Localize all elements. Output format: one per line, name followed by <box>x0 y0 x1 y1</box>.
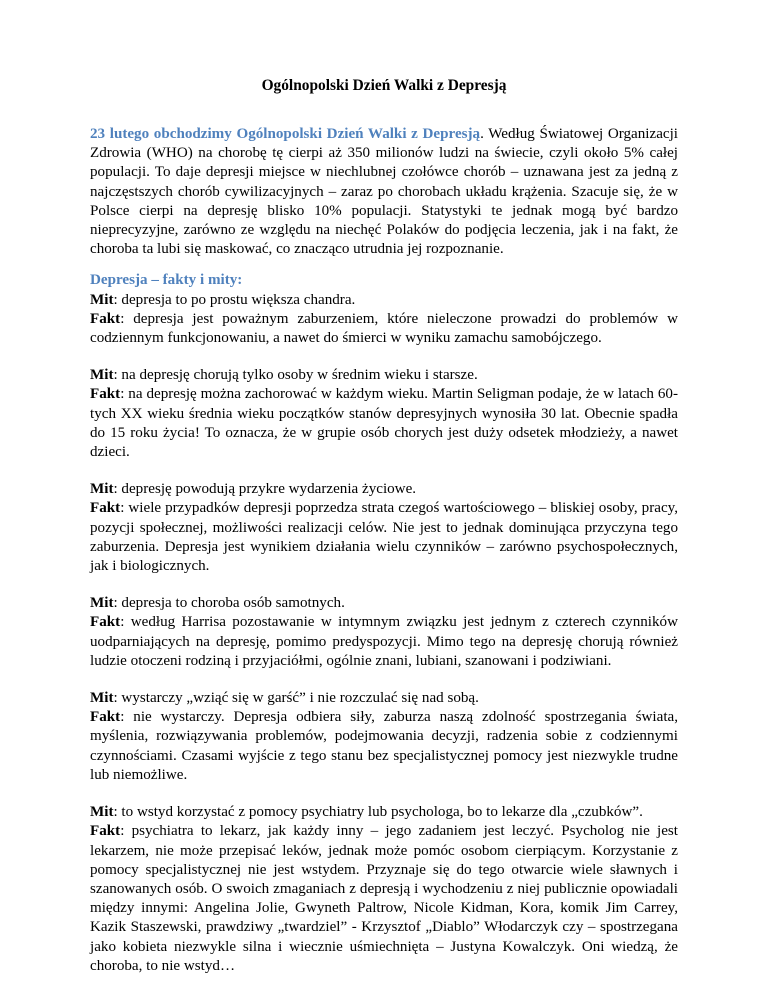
intro-paragraph <box>90 125 678 259</box>
fact-text: : wiele przypadków depresji poprzedza strata czegoś wartościowego – bliskiej osoby, pracy, pozycji społecznej, możliwości realizacji celów. Nie jest to jednak dominująca przyczyna tego zaburzenia. Depresja jest wynikiem działania wielu czynników – zarówno psychospołecznych, jak i biologicznych. <box>90 500 678 575</box>
myth-fact-pair-1 <box>90 291 678 349</box>
myth-label: Mit <box>90 595 114 612</box>
myth-line <box>90 689 678 708</box>
myth-text: : depresję powodują przykre wydarzenia życiowe. <box>113 481 417 498</box>
fact-label: Fakt <box>90 823 121 840</box>
myth-line <box>90 803 678 822</box>
myth-label: Mit <box>90 690 114 707</box>
fact-text: : psychiatra to lekarz, jak każdy inny – jego zadaniem jest leczyć. Psycholog nie jest lekarzem, nie może przepisać leków, jednak może pomóc osobom cierpiącym. Korzystanie z pomocy specjalistycznej nie jest wstydem. Przyznaje się do tego otwarcie wiele sławnych i szanowanych osób. O swoich zmaganiach z depresją i wychodzeniu z niej publicznie opowiadali między innymi: Angelina Jolie, Gwyneth Paltrow, Nicole Kidman, Kora, komik Jim Carrey, Kazik Staszewski, prawdziwy „twardziel” - Krzysztof „Diablo” Włodarczyk czy – spostrzegana jako kobieta niezwykle silna i wiecznie uśmiechnięta – Justyna Kowalczyk. Oni wiedzą, że choroba, to nie wstyd… <box>90 823 678 974</box>
intro-lead: 23 lutego obchodzimy Ogólnopolski Dzień Walki z Depresją <box>90 126 481 142</box>
myth-fact-pair-6 <box>90 803 678 976</box>
myth-line <box>90 480 678 499</box>
fact-line <box>90 613 678 671</box>
fact-label: Fakt <box>90 310 121 327</box>
myth-label: Mit <box>90 291 114 308</box>
intro-text: . Według Światowej Organizacji Zdrowia (WHO) na chorobę tę cierpi aż 350 milionów ludzi na świecie, czyli około 5% całej populacji. To daje depresji miejsce w niechlubnej czołówce chorób – uznawana jest za jedną z najczęstszych chorób cywilizacyjnych – zaraz po chorobach układu krążenia. Szacuje się, że w Polsce cierpi na depresję blisko 10% populacji. Statystyki te jednak mogą być bardzo nieprecyzyjne, zarówno ze względu na niechęć Polaków do podjęcia leczenia, jak i na fakt, że choroba ta lubi się maskować, co znacząco utrudnia jej rozpoznanie. <box>90 126 678 258</box>
myth-label: Mit <box>90 804 114 821</box>
myth-fact-pair-2 <box>90 366 678 462</box>
myth-text: : wystarczy „wziąć się w garść” i nie rozczulać się nad sobą. <box>113 690 479 707</box>
myth-text: : to wstyd korzystać z pomocy psychiatry lub psychologa, bo to lekarze dla „czubków”. <box>113 804 643 821</box>
myth-label: Mit <box>90 367 114 384</box>
fact-line <box>90 310 678 348</box>
fact-line <box>90 708 678 785</box>
myth-line <box>90 291 678 310</box>
myth-text: : na depresję chorują tylko osoby w średnim wieku i starsze. <box>113 367 478 384</box>
myth-text: : depresja to choroba osób samotnych. <box>113 595 345 612</box>
myth-fact-pair-4 <box>90 594 678 671</box>
myth-line <box>90 594 678 613</box>
fact-text: : nie wystarczy. Depresja odbiera siły, zaburza naszą zdolność spostrzegania świata, myślenia, rozwiązywania problemów, podejmowania decyzji, radzenia sobie z codziennymi czynnościami. Czasami wyjście z tego stanu bez specjalistycznej pomocy jest niezwykle trudne lub niemożliwe. <box>90 709 678 783</box>
fact-text: : według Harrisa pozostawanie w intymnym związku jest jednym z czterech czynników uodparniających na depresję, pomimo predyspozycji. Mimo tego na depresję chorują również ludzie otoczeni rodziną i przyjaciółmi, ogólnie znani, lubiani, szanowani i podziwiani. <box>90 614 678 669</box>
fact-label: Fakt <box>90 614 121 631</box>
fact-line <box>90 385 678 462</box>
fact-text: : depresja jest poważnym zaburzeniem, które nieleczone prowadzi do problemów w codziennym funkcjonowaniu, a nawet do śmierci w wyniku zamachu samobójczego. <box>90 310 678 347</box>
fact-label: Fakt <box>90 500 121 517</box>
fact-line <box>90 822 678 976</box>
fact-text: : na depresję można zachorować w każdym wieku. Martin Seligman podaje, że w latach 60-tych XX wieku średnia wieku początków stanów depresyjnych wynosiła 30 lat. Obecnie spadła do 15 roku życia! To oznacza, że w grupie osób chorych jest duży odsetek młodzieży, a nawet dzieci. <box>90 386 678 461</box>
fact-line <box>90 499 678 576</box>
myth-label: Mit <box>90 481 114 498</box>
fact-label: Fakt <box>90 709 121 726</box>
myth-fact-pair-5 <box>90 689 678 785</box>
document-title: Ogólnopolski Dzień Walki z Depresją <box>261 77 507 94</box>
fact-label: Fakt <box>90 386 121 403</box>
document-page <box>90 76 678 994</box>
myth-fact-pair-3 <box>90 480 678 576</box>
myth-text: : depresja to po prostu większa chandra. <box>113 291 356 308</box>
myth-line <box>90 366 678 385</box>
section-heading: Depresja – fakty i mity: <box>90 272 243 289</box>
